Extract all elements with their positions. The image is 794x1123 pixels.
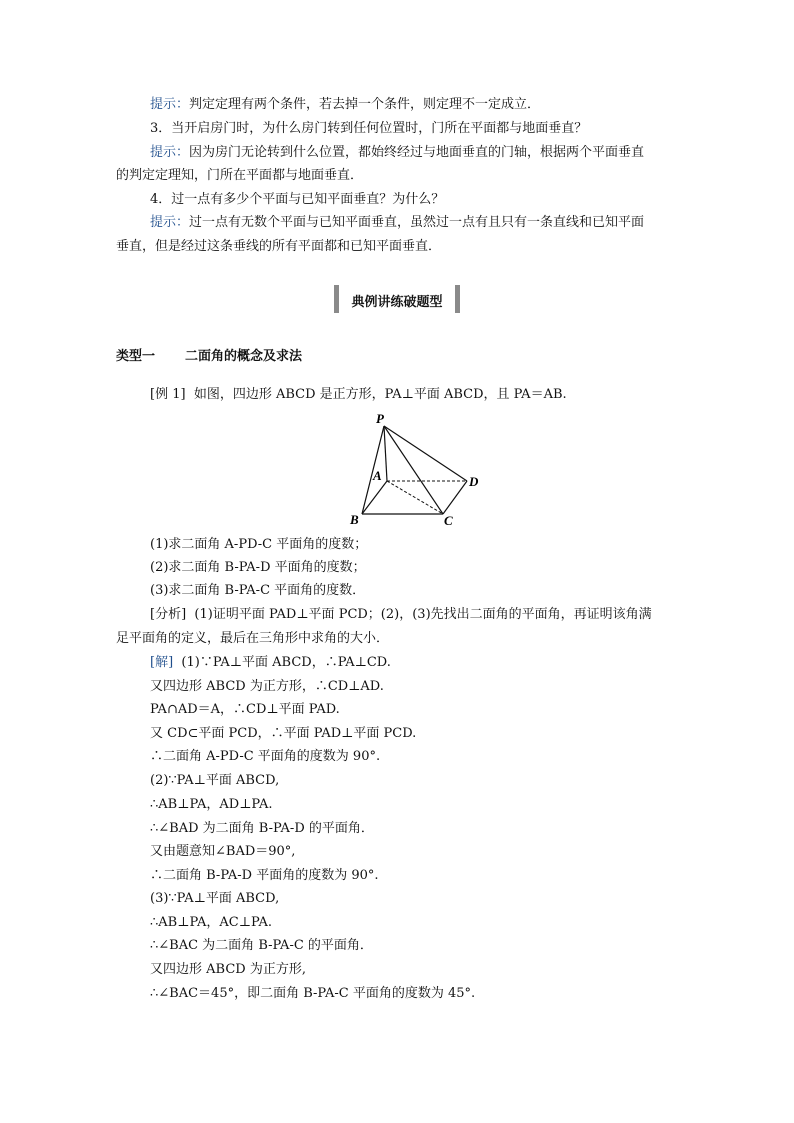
section-banner <box>334 285 460 313</box>
solution-tag: [解] <box>150 655 174 670</box>
solution-line: 又 CD⊂平面 PCD，∴平面 PAD⊥平面 PCD. <box>150 726 417 741</box>
type-number: 类型一 <box>116 349 156 364</box>
banner-right-bar <box>455 285 460 313</box>
example-q3: (3)求二面角 B-PA-C 平面角的度数． <box>150 583 366 598</box>
solution-line: (2)∵PA⊥平面 ABCD, <box>150 773 280 788</box>
hint-2-text: 判定定理有两个条件，若去掉一个条件，则定理不一定成立． <box>189 97 541 112</box>
type-title: 二面角的概念及求法 <box>185 349 303 364</box>
solution-line: ∴二面角 B-PA-D 平面角的度数为 90°. <box>150 868 379 883</box>
vertex-label-C: C <box>444 513 453 528</box>
solution-line-0: (1)∵PA⊥平面 ABCD，∴PA⊥CD. <box>181 655 391 670</box>
edge-PA <box>384 426 387 481</box>
vertex-label-A: A <box>373 468 382 483</box>
solution-line: (3)∵PA⊥平面 ABCD, <box>150 891 280 906</box>
question-3: 3．当开启房门时，为什么房门转到任何位置时，门所在平面都与地面垂直？ <box>150 121 588 136</box>
hint-4 <box>150 214 644 232</box>
hint-label: 提示： <box>150 215 190 230</box>
analysis-tag: [分析] <box>150 607 187 622</box>
solution-line: 又四边形 ABCD 为正方形, <box>150 962 306 977</box>
example-q2: (2)求二面角 B-PA-D 平面角的度数； <box>150 560 366 575</box>
solution-line: ∴∠BAD 为二面角 B-PA-D 的平面角． <box>150 821 374 836</box>
solution-line <box>150 654 391 672</box>
hint-4-text-b: 垂直，但是经过这条垂线的所有平面都和已知平面垂直． <box>116 239 442 254</box>
question-4: 4．过一点有多少个平面与已知平面垂直？为什么？ <box>150 192 445 207</box>
analysis <box>150 606 652 624</box>
vertex-label-B: B <box>350 512 359 527</box>
analysis-text-b: 足平面角的定义，最后在三角形中求角的大小． <box>116 631 390 646</box>
edge-PD <box>384 426 467 481</box>
analysis-text-a: (1)证明平面 PAD⊥平面 PCD；(2)，(3)先找出二面角的平面角，再证明该角满 <box>194 607 652 622</box>
vertex-label-D: D <box>469 474 479 489</box>
solution-line: 又四边形 ABCD 为正方形，∴CD⊥AD. <box>150 679 384 694</box>
example-text: 如图，四边形 ABCD 是正方形，PA⊥平面 ABCD，且 PA＝AB. <box>193 387 567 402</box>
hint-2 <box>150 96 540 114</box>
edge-PC <box>384 426 443 514</box>
banner-title: 典例讲练破题型 <box>351 295 443 310</box>
example-q1: (1)求二面角 A-PD-C 平面角的度数； <box>150 537 368 552</box>
hint-label: 提示： <box>150 97 190 112</box>
pyramid-figure <box>340 408 490 530</box>
hint-3-text-b: 的判定定理知，门所在平面都与地面垂直． <box>116 168 364 183</box>
solution-line: 又由题意知∠BAD＝90°, <box>150 844 296 859</box>
solution-line: ∴AB⊥PA，AC⊥PA. <box>150 915 273 930</box>
solution-line: ∴AB⊥PA，AD⊥PA. <box>150 797 273 812</box>
solution-line: ∴∠BAC＝45°，即二面角 B-PA-C 平面角的度数为 45°. <box>150 986 476 1001</box>
solution-line: ∴二面角 A-PD-C 平面角的度数为 90°. <box>150 749 381 764</box>
hint-label: 提示： <box>150 145 190 160</box>
hint-3-text-a: 因为房门无论转到什么位置，都始终经过与地面垂直的门轴，根据两个平面垂直 <box>189 145 645 160</box>
solution-line: PA∩AD＝A，∴CD⊥平面 PAD. <box>150 702 340 717</box>
vertex-label-P: P <box>376 411 384 426</box>
solution-line: ∴∠BAC 为二面角 B-PA-C 的平面角． <box>150 938 373 953</box>
edge-AC-hidden <box>387 481 443 514</box>
hint-3 <box>150 144 644 162</box>
hint-4-text-a: 过一点有无数个平面与已知平面垂直，虽然过一点有且只有一条直线和已知平面 <box>189 215 645 230</box>
example-tag: [例 1] <box>150 387 186 402</box>
example-statement <box>150 386 567 404</box>
edge-CD <box>443 481 467 514</box>
